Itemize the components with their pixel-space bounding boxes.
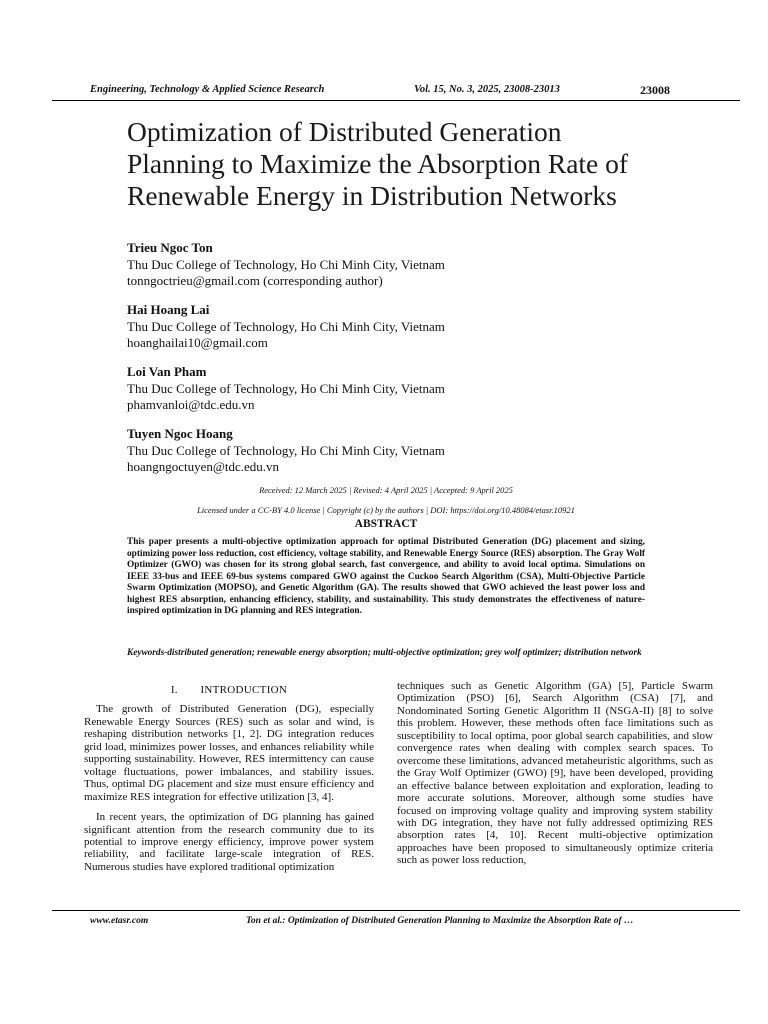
author-name: Hai Hoang Lai: [127, 302, 210, 317]
author-affiliation: Thu Duc College of Technology, Ho Chi Minh City, Vietnam: [127, 443, 445, 458]
submission-dates: Received: 12 March 2025 | Revised: 4 April 2025 | Accepted: 9 April 2025: [259, 485, 513, 495]
left-column: [84, 684, 374, 881]
abstract-heading: ABSTRACT: [354, 518, 418, 530]
author-block: [127, 426, 687, 475]
title-line: Renewable Energy in Distribution Networks: [127, 180, 617, 211]
volume-info: Vol. 15, No. 3, 2025, 23008-23013: [414, 84, 560, 95]
title-line: Optimization of Distributed Generation: [127, 116, 562, 147]
license-line: Licensed under a CC-BY 4.0 license | Copyright (c) by the authors | DOI: https://doi.org/10.48084/etasr.10921: [197, 505, 575, 515]
section-heading: I. INTRODUCTION: [170, 684, 288, 696]
paragraph: The growth of Distributed Generation (DG), especially Renewable Energy Sources (RES) such as solar and wind, is reshaping distribution networks [1, 2]. DG integration reduces grid load, minimizes power losses, and enhances reliability while supporting sustainability. However, RES intermittency can cause voltage fluctuations, power imbalances, and stability issues. Thus, optimal DG placement and size must ensure efficiency and maximize RES integration for effective utilization [3, 4].: [84, 703, 374, 803]
paragraph: techniques such as Genetic Algorithm (GA) [5], Particle Swarm Optimization (PSO) [6], Search Algorithm (CSA) [7], and Nondominated Sorting Genetic Algorithm II (NSGA-II) [8] to solve this problem. However, these methods often face limitations such as susceptibility to local optima, poor global search capabilities, and slow convergence rates when dealing with complex search spaces. To overcome these limitations, advanced metaheuristic algorithms, such as the Gray Wolf Optimizer (GWO) [9], have been developed, providing an effective balance between exploitation and exploration, leading to more accurate solutions. Moreover, although some studies have focused on improving voltage quality and improving system stability with DG integration, they have not fully addressed optimizing RES absorption rates [4, 10]. Recent multi-objective optimization approaches have been proposed to simultaneously optimize criteria such as power loss reduction,: [397, 680, 713, 867]
page-number: 23008: [640, 83, 670, 97]
author-name: Loi Van Pham: [127, 364, 207, 379]
journal-website: www.etasr.com: [90, 916, 149, 926]
paper-title: [127, 116, 727, 212]
right-column: [397, 680, 713, 875]
running-header: [52, 84, 740, 101]
footer-citation: Ton et al.: Optimization of Distributed Generation Planning to Maximize the Absorption Rate of …: [246, 916, 634, 926]
abstract-text: This paper presents a multi-objective optimization approach for optimal Distributed Generation (DG) placement and sizing, optimizing power loss reduction, cost efficiency, voltage stability, and Renewable Energy Source (RES) absorption. The Gray Wolf Optimizer (GWO) was chosen for its strong global search, fast convergence, and ability to avoid local optima. Simulations on IEEE 33-bus and IEEE 69-bus systems compared GWO against the Cuckoo Search Algorithm (CSA), Multi-Objective Particle Swarm Optimization (MOPSO), and Genetic Algorithm (GA). The results showed that GWO achieved the least power loss and highest RES absorption, enhancing efficiency, stability, and sustainability. This study demonstrates the effectiveness of nature-inspired optimization in DG planning and RES integration.: [127, 537, 645, 616]
title-line: Planning to Maximize the Absorption Rate of: [127, 148, 629, 179]
paragraph: In recent years, the optimization of DG planning has gained significant attention from the research community due to its potential to improve energy efficiency, improve power system reliability, and facilitate large-scale integration of RES. Numerous studies have explored traditional optimization: [84, 811, 374, 873]
author-name: Tuyen Ngoc Hoang: [127, 426, 233, 441]
author-email: tonngoctrieu@gmail.com (corresponding author): [127, 273, 383, 288]
keywords: Keywords-distributed generation; renewable energy absorption; multi-objective optimization; grey wolf optimizer; distribution network: [127, 648, 642, 658]
author-email: hoangngoctuyen@tdc.edu.vn: [127, 459, 280, 474]
author-affiliation: Thu Duc College of Technology, Ho Chi Minh City, Vietnam: [127, 257, 445, 272]
author-affiliation: Thu Duc College of Technology, Ho Chi Minh City, Vietnam: [127, 319, 445, 334]
author-email: phamvanloi@tdc.edu.vn: [127, 397, 255, 412]
running-footer: [52, 910, 740, 931]
journal-name: Engineering, Technology & Applied Science Research: [90, 84, 325, 95]
author-affiliation: Thu Duc College of Technology, Ho Chi Minh City, Vietnam: [127, 381, 445, 396]
author-email: hoanghailai10@gmail.com: [127, 335, 268, 350]
author-block: [127, 240, 687, 289]
author-name: Trieu Ngoc Ton: [127, 240, 213, 255]
author-block: [127, 302, 687, 351]
publication-info: [127, 480, 645, 520]
author-block: [127, 364, 687, 413]
